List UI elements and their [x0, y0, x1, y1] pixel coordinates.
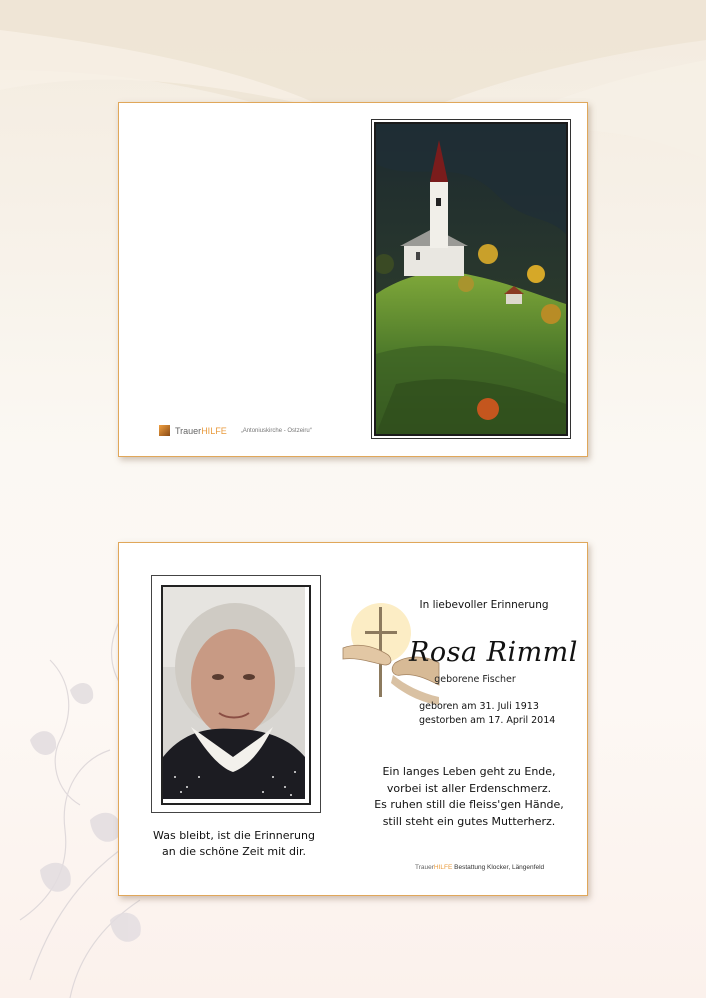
memorial-verse [369, 764, 569, 830]
verse-line: Es ruhen still die fleiss'gen Hände, [374, 798, 564, 811]
memorial-quote: Was bleibt, ist die Erinnerung an die schöne Zeit mit dir. [153, 829, 315, 858]
back-card [118, 542, 588, 896]
deceased-name: Rosa Rimml [409, 637, 578, 668]
verse-line: Ein langes Leben geht zu Ende, [382, 765, 556, 778]
footer-brand [415, 864, 544, 871]
verse-line: vorbei ist aller Erdenschmerz. [386, 781, 552, 795]
birth-date: geboren am 31. Juli 1913 [419, 701, 539, 712]
footer-brand-part2: HILFE [433, 864, 453, 871]
brand-name-part1: Trauer [175, 425, 202, 436]
footer-brand-part1: Trauer [415, 864, 434, 871]
church-photo-frame [371, 119, 571, 439]
brand-logo-front [159, 425, 312, 436]
brand-name-part2: HILFE [201, 425, 227, 436]
footer-text: Bestattung Klocker, Längenfeld [454, 864, 545, 871]
verse-line: still steht ein gutes Mutterherz. [382, 814, 556, 828]
portrait-photo [161, 585, 311, 805]
life-dates [419, 700, 556, 728]
maiden-name: geborene Fischer [434, 674, 516, 685]
memorial-heading: In liebevoller Erinnerung [419, 599, 549, 611]
image-caption: „Antoniuskirche - Ostzeiru“ [240, 427, 312, 434]
brand-logo-icon [159, 425, 170, 436]
church-photo [374, 122, 568, 436]
death-date: gestorben am 17. April 2014 [419, 715, 556, 726]
front-card [118, 102, 588, 457]
portrait-frame [151, 575, 321, 813]
